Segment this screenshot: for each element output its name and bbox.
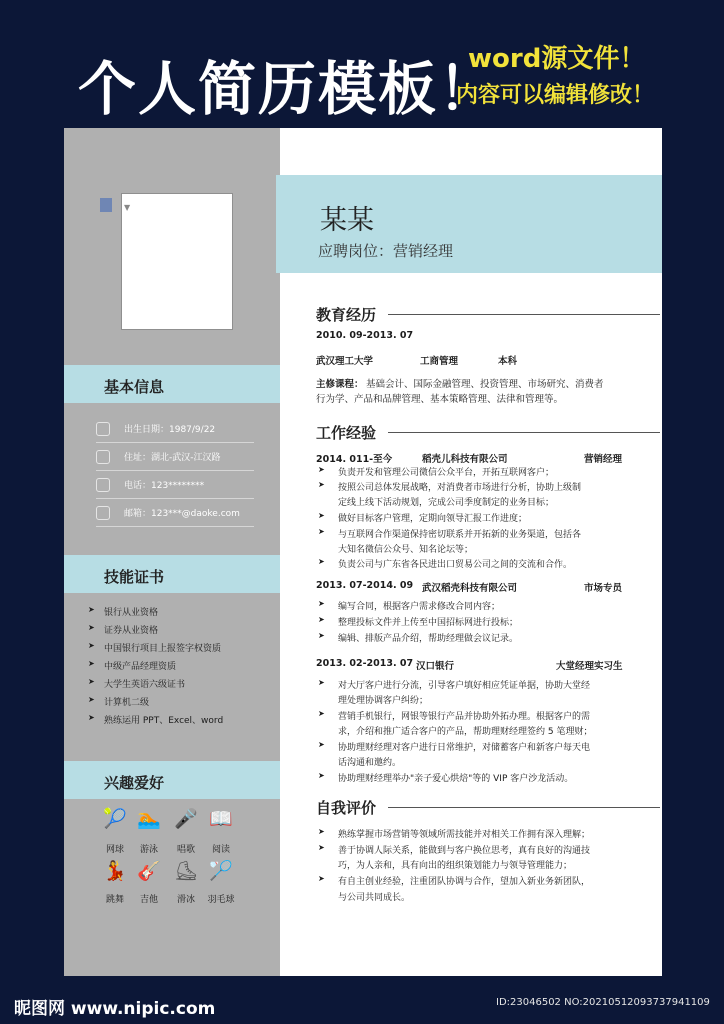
info-row-address: [96, 446, 254, 471]
hobbies-band: [64, 761, 280, 799]
skill-item: ➤ 证券从业资格: [104, 623, 158, 636]
skate-icon: ⛸: [174, 860, 199, 882]
education-school: 武汉理工大学: [316, 356, 374, 367]
home-icon: [96, 450, 110, 464]
job-company: 汉口银行: [416, 661, 455, 672]
job-duty: 定线上线下活动规划，完成公司季度制定的业务目标；: [338, 498, 555, 508]
self-eval-item: 与公司共同成长。: [338, 893, 411, 903]
job-company: 武汉稻壳科技有限公司: [422, 583, 518, 594]
skills-title: 技能证书: [104, 568, 165, 586]
tennis-icon: 🎾: [103, 808, 127, 830]
footer-id: ID:23046502 NO:20210512093737941109: [496, 997, 710, 1008]
job-duty: ➤ 按照公司总体发展战略，对消费者市场进行分析，协助上级制: [338, 480, 581, 493]
swimming-icon: 🏊: [137, 808, 161, 830]
education-major: 工商管理: [420, 356, 459, 367]
guitar-icon: 🎸: [137, 860, 161, 882]
skill-item: ➤ 中级产品经理资质: [104, 659, 176, 672]
job-duty: ➤ 整理投标文件并上传至中国招标网进行投标；: [338, 615, 518, 628]
dance-icon: 💃: [103, 860, 127, 882]
image-placeholder-icon: [100, 198, 112, 212]
education-period: 2010. 09-2013. 07: [316, 330, 414, 341]
job-duty: 话沟通和邀约。: [338, 758, 402, 768]
divider: [388, 314, 660, 315]
job-role: 营销经理: [584, 454, 623, 465]
info-address: 住址：湖北-武汉-江汉路: [124, 453, 221, 463]
skill-item: ➤ 大学生英语六级证书: [104, 677, 185, 690]
self-eval-title: 自我评价: [316, 799, 377, 817]
birthday-icon: [96, 422, 110, 436]
job-duty: ➤ 编辑、排版产品介绍，帮助经理做会议记录。: [338, 631, 518, 644]
divider: [388, 807, 660, 808]
job-duty: ➤ 负责开发和管理公司微信公众平台，开拓互联网客户；: [338, 465, 554, 478]
skill-item: ➤ 银行从业资格: [104, 605, 158, 618]
skills-band: [64, 555, 280, 593]
skill-item: ➤ 中国银行项目上报签字权资质: [104, 641, 221, 654]
job-duty: ➤ 营销手机银行，网银等银行产品并协助外拓办理。根据客户的需: [338, 709, 590, 722]
job-company: 稻壳儿科技有限公司: [422, 454, 508, 465]
basic-info-title: 基本信息: [104, 378, 165, 396]
hobby-label: 网球: [105, 845, 124, 855]
job-role: 大堂经理实习生: [556, 661, 623, 672]
banner-subtitle-word: word源文件！: [468, 44, 646, 74]
skill-item: ➤ 计算机二级: [104, 695, 149, 708]
job-period: 2014. 011-至今: [316, 454, 393, 465]
self-eval-item: ➤ 有自主创业经验，注重团队协调与合作，望加入新业务新团队，: [338, 874, 590, 887]
self-eval-item: ➤ 熟练掌握市场营销等领域所需技能并对相关工作拥有深入理解；: [338, 827, 590, 840]
job-duty: 求，介绍和推广适合客户的产品，帮助理财经理签约 5 笔理财；: [338, 727, 593, 737]
candidate-name: 某某: [320, 205, 374, 236]
job-duty: 大知名微信公众号、知名论坛等；: [338, 545, 474, 555]
info-row-email: [96, 502, 254, 527]
footer-site: 昵图网 www.nipic.com: [14, 999, 216, 1019]
self-eval-item: ➤ 善于协调人际关系，能做到与客户换位思考，真有良好的沟通技: [338, 843, 590, 856]
chevron-down-icon: ▼: [124, 203, 131, 212]
banner-title: 个人简历模板！: [78, 55, 499, 123]
hobby-label: 羽毛球: [207, 895, 235, 905]
info-email: 邮箱：123***@daoke.com: [124, 509, 240, 519]
skill-item: ➤ 熟练运用 PPT、Excel、word: [104, 713, 223, 726]
basic-info-band: [64, 365, 280, 403]
courses-text: 行为学、产品和品牌管理、基本策略管理、法律和管理等。: [316, 394, 564, 405]
hobby-label: 游泳: [139, 845, 158, 855]
applied-position: 应聘岗位：营销经理: [318, 242, 454, 260]
info-row-birthday: [96, 418, 254, 443]
photo-placeholder[interactable]: [121, 193, 233, 330]
job-duty: ➤ 对大厅客户进行分流，引导客户填好相应凭证单据，协助大堂经: [338, 678, 590, 691]
job-duty: ➤ 负责公司与广东省各民进出口贸易公司之间的交流和合作。: [338, 557, 572, 570]
job-duty: 理处理协调客户纠纷；: [338, 696, 429, 706]
job-duty: ➤ 协助理财经理对客户进行日常维护，对储蓄客户和新客户每天电: [338, 740, 590, 753]
banner-subtitle-editable: 内容可以编辑修改！: [456, 83, 655, 108]
book-icon: 📖: [209, 808, 233, 830]
job-period: 2013. 02-2013. 07: [316, 658, 414, 669]
education-degree: 本科: [498, 356, 518, 367]
badminton-icon: 🏸: [209, 860, 233, 882]
work-title: 工作经验: [316, 424, 377, 442]
hobby-label: 吉他: [139, 895, 158, 905]
info-row-phone: [96, 474, 254, 499]
divider: [388, 432, 660, 433]
job-duty: ➤ 与互联网合作渠道保持密切联系并开拓新的业务渠道，包括各: [338, 527, 581, 540]
hobby-label: 滑冰: [176, 895, 195, 905]
hobby-label: 唱歌: [176, 845, 195, 855]
mail-icon: [96, 506, 110, 520]
hobbies-title: 兴趣爱好: [104, 774, 165, 792]
microphone-icon: 🎤: [174, 808, 198, 830]
info-phone: 电话：123********: [124, 481, 205, 491]
education-title: 教育经历: [316, 306, 377, 324]
info-birthday: 出生日期：1987/9/22: [124, 425, 216, 435]
courses-label: 主修课程：: [316, 379, 364, 390]
job-duty: ➤ 协助理财经理举办"亲子爱心烘焙"等的 VIP 客户沙龙活动。: [338, 771, 573, 784]
job-duty: ➤ 编写合同，根据客户需求修改合同内容；: [338, 599, 500, 612]
courses-text: 基础会计、国际金融管理、投资管理、市场研究、消费者: [366, 379, 604, 390]
phone-icon: [96, 478, 110, 492]
job-role: 市场专员: [584, 583, 623, 594]
hobby-label: 阅读: [211, 845, 230, 855]
hobby-label: 跳舞: [105, 895, 124, 905]
job-duty: ➤ 做好目标客户管理，定期向领导汇报工作进度；: [338, 511, 527, 524]
job-period: 2013. 07-2014. 09: [316, 580, 414, 591]
self-eval-item: 巧，为人亲和，具有向出的组织策划能力与领导管理能力；: [338, 861, 573, 871]
